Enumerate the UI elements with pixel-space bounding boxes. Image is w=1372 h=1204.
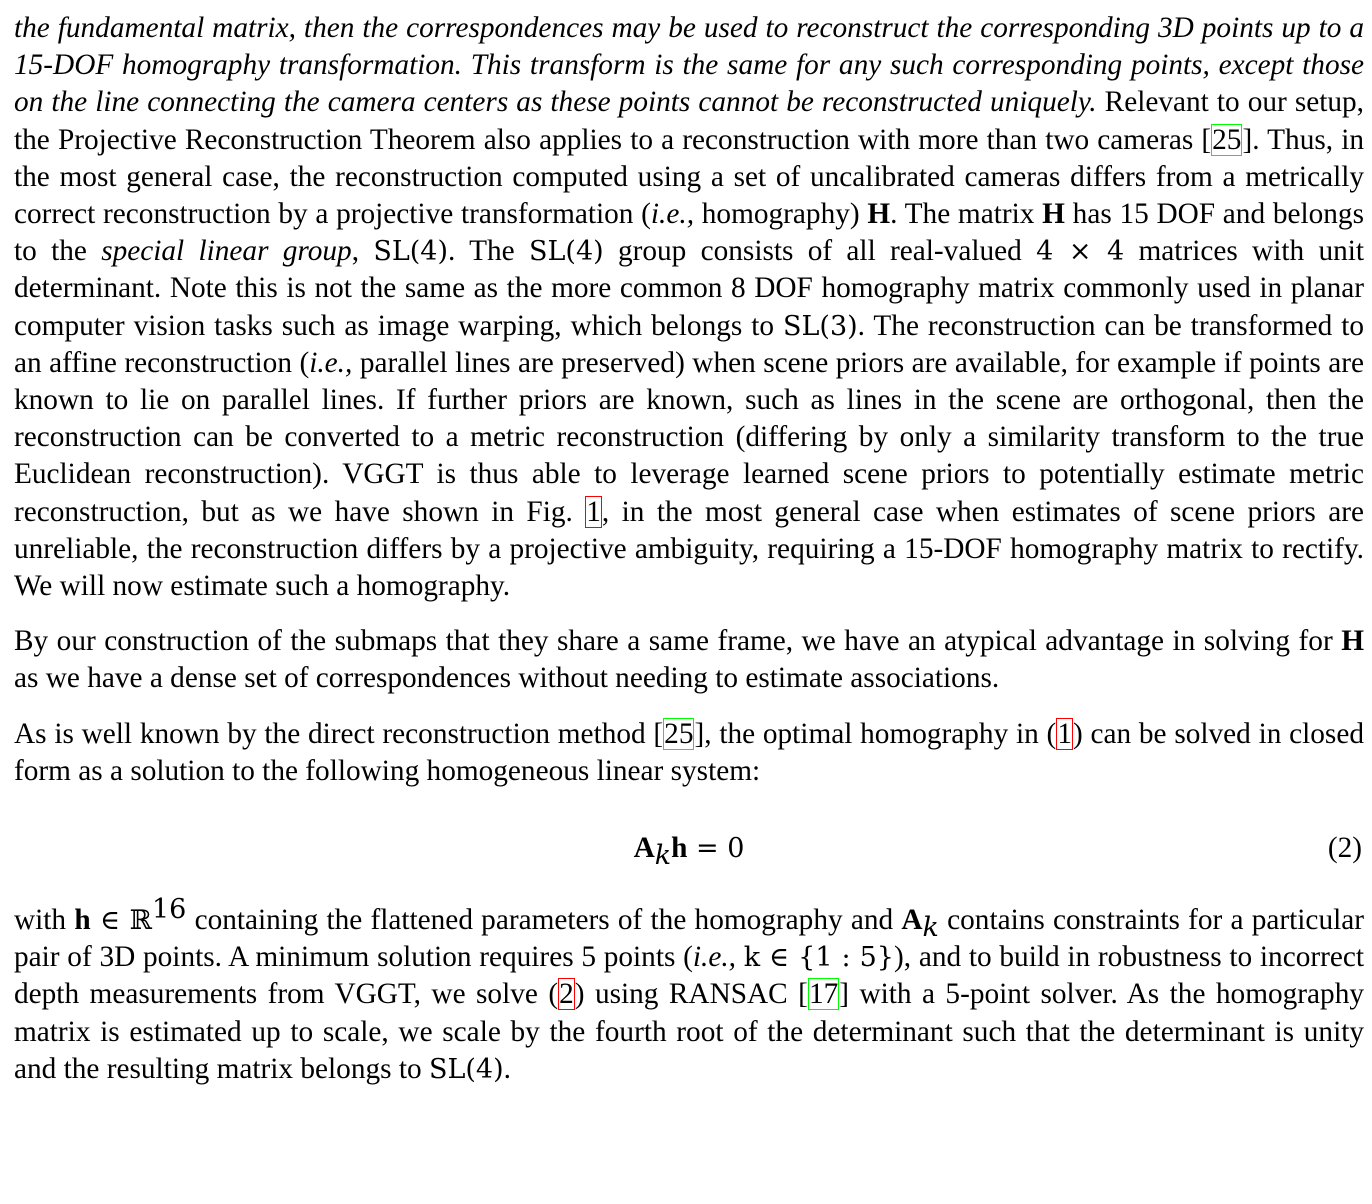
vector-h-symbol: h (74, 904, 91, 937)
text-run: , (351, 235, 374, 268)
k-set-math: k ∈ {1 : 5} (743, 942, 894, 974)
text-run: By our construction of the submaps that they share a same frame, we have an atypical advantage in solving for (14, 625, 1342, 658)
text-run: As is well known by the direct reconstruction method [ (14, 717, 664, 750)
text-run: ], the optimal homography in ( (694, 717, 1057, 750)
sl4-math: SL(4) (373, 236, 449, 268)
text-run: as we have a dense set of correspondences without needing to estimate associations. (14, 662, 1000, 695)
text-run: contains constraints for a particular pair of 3D points. A minimum solution requires 5 points ( (14, 904, 1364, 974)
sl4-math: SL(4) (528, 236, 604, 268)
equation-body (14, 830, 1364, 871)
paragraph-direct-reconstruction (14, 716, 1364, 790)
text-run: containing the flattened parameters of the homography and (186, 904, 902, 937)
vector-h-symbol: h (671, 832, 688, 865)
sl4-math: SL(4) (428, 1053, 504, 1085)
text-run: parallel lines are preserved) when scene priors are available, for example if points are known to lie on parallel lines. If further priors are known, such as lines in the scene are orthogonal, then the reconstruction can be converted to a metric reconstruction (differing by only a similarity transform to the true Euclidean reconstruction). VGGT is thus able to leverage learned scene priors to potentially estimate metric reconstruction, but as we have shown in Fig. (14, 346, 1364, 528)
text-run: ]. Thus, in the most general case, the reconstruction computed using a set of uncalibrated cameras differs from a metrically correct reconstruction by a projective transformation ( (14, 123, 1365, 231)
text-run: . The matrix (890, 198, 1043, 231)
subscript-k: k (654, 839, 672, 871)
text-run: group consists of all real-valued (603, 235, 1037, 268)
text-run: ) can be solved in closed form as a solution to the following homogeneous linear system: (14, 717, 1364, 787)
text-run: homography) (694, 198, 868, 231)
paragraph-projective-reconstruction (14, 10, 1364, 605)
paragraph-submap-construction (14, 623, 1364, 697)
matrix-dimension-math: 4 × 4 (1036, 236, 1125, 268)
text-run: . The (448, 235, 529, 268)
ie-abbrev: i.e., (309, 346, 353, 379)
matrix-A-symbol: A (633, 832, 655, 865)
equation-link-2[interactable]: 2 (559, 978, 574, 1011)
real-space-math: ∈ ℝ (90, 905, 152, 937)
subscript-k: k (922, 911, 939, 943)
sl3-math: SL(3) (782, 310, 858, 342)
paper-page (14, 0, 1364, 1088)
text-run: , in the most general case when estimates of scene priors are unreliable, the reconstruction differs by a projective ambiguity, requiring a 15-DOF homography matrix to rectify. We will now estimate such a homography. (14, 495, 1364, 603)
equation-rhs: = 0 (687, 833, 745, 865)
special-linear-group-term: special linear group (101, 235, 352, 268)
text-run: . (503, 1052, 511, 1085)
text-run: with (14, 904, 75, 937)
citation-link-17[interactable]: 17 (808, 978, 839, 1011)
equation-link-1[interactable]: 1 (1057, 717, 1072, 750)
matrix-H-symbol: H (1341, 625, 1364, 658)
equation-2 (14, 790, 1364, 902)
figure-link-1[interactable]: 1 (586, 495, 601, 528)
paragraph-ransac-solution (14, 894, 1365, 1088)
ie-abbrev: i.e., (650, 198, 695, 231)
matrix-A-symbol: A (901, 904, 923, 937)
text-run: Relevant to our setup, the Projective Reconstruction Theorem also applies to a reconstruction with more than two cameras [ (14, 86, 1364, 156)
citation-link-25[interactable]: 25 (1212, 123, 1242, 156)
text-run (736, 941, 744, 973)
text-run: has 15 DOF and belongs to the (14, 198, 1364, 268)
text-run: . The reconstruction can be transformed to an affine reconstruction ( (14, 309, 1364, 379)
ie-abbrev: i.e., (692, 941, 737, 974)
text-run: matrices with unit determinant. Note this is not the same as the more common 8 DOF homography matrix commonly used in planar computer vision tasks such as image warping, which belongs to (14, 235, 1365, 342)
text-run: ) using RANSAC [ (574, 978, 808, 1011)
equation-number: (2) (1327, 832, 1362, 865)
superscript-16: 16 (152, 894, 187, 926)
text-run: ), and to build in robustness to incorrect depth measurements from VGGT, we solve ( (14, 941, 1365, 1011)
citation-link-25[interactable]: 25 (664, 717, 694, 750)
text-run: ] with a 5-point solver. As the homography matrix is estimated up to scale, we scale by the fourth root of the determinant such that the determinant is unity and the resulting matrix belongs to (14, 978, 1364, 1085)
theorem-statement: the fundamental matrix, then the correspondences may be used to reconstruct the corresponding 3D points up to a 15-DOF homography transformation. This transform is the same for any such corresponding points, except those on the line connecting the camera centers as these points cannot be reconstructed uniquely. (14, 12, 1364, 119)
matrix-H-symbol: H (1042, 198, 1065, 231)
matrix-H-symbol: H (867, 198, 891, 231)
